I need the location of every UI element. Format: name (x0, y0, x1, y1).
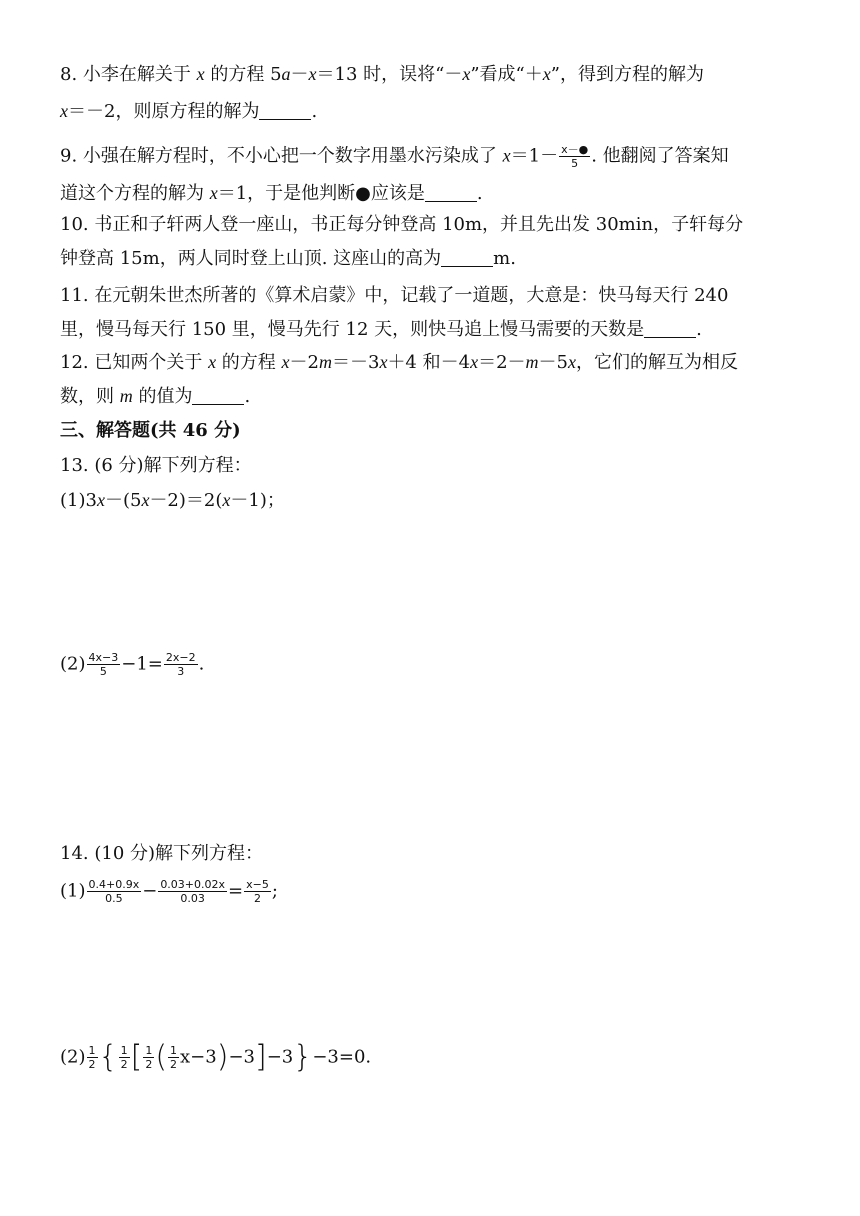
text: −3 (228, 1046, 255, 1068)
text: －5 (538, 352, 568, 373)
var-x: x (470, 352, 479, 372)
text: −3 (266, 1046, 294, 1068)
q11-line2 (60, 318, 702, 342)
text: ; (271, 880, 278, 902)
brace-close: } (293, 1039, 313, 1075)
text: x−3 (180, 1046, 217, 1068)
denominator: 2 (170, 1058, 178, 1071)
text: . (696, 319, 702, 340)
text: . 他翻阅了答案知 (591, 145, 729, 167)
numerator: 0.03+0.02x (160, 878, 226, 891)
fraction (164, 651, 198, 678)
fraction-half (168, 1044, 179, 1071)
answer-blank[interactable] (259, 101, 311, 120)
text: 8. 小李在解关于 (60, 64, 197, 85)
text: − (142, 880, 158, 902)
numerator: 1 (120, 1044, 128, 1057)
text: ，它们的解互为相反 (575, 352, 738, 373)
text: −3=0. (312, 1046, 372, 1068)
denominator: 5 (571, 157, 579, 170)
text: (2) (60, 1046, 86, 1068)
q12-line1 (60, 350, 738, 375)
section-heading: 三、解答题(共 46 分) (60, 420, 241, 441)
var-x: x (281, 352, 290, 372)
text: (1) (60, 880, 86, 902)
var-x: x (567, 352, 576, 372)
text: 里，慢马每天行 150 里，慢马先行 12 天，则快马追上慢马需要的天数是 (60, 319, 645, 340)
q11-line1: 11. 在元朝朱世杰所著的《算术启蒙》中，记载了一道题，大意是：快马每天行 240 (60, 285, 729, 306)
denominator: 2 (120, 1058, 128, 1071)
numerator: 1 (145, 1044, 153, 1057)
numerator: x−5 (246, 878, 269, 891)
q13-part2 (60, 651, 204, 678)
text: ＝1，于是他判断●应该是 (217, 183, 425, 204)
var-x: x (462, 64, 471, 84)
numerator: x－● (561, 143, 589, 156)
q9-line1 (60, 143, 729, 170)
bracket-close: ] (254, 1039, 267, 1075)
fraction (559, 143, 590, 170)
paren-close: ) (216, 1039, 229, 1075)
text: －2 (289, 352, 319, 373)
text: －1)； (230, 490, 285, 511)
text: －(5 (104, 490, 142, 511)
fraction (87, 878, 142, 905)
var-m: m (119, 386, 133, 406)
answer-blank[interactable] (441, 248, 493, 267)
fraction (87, 651, 121, 678)
var-a: a (281, 64, 291, 84)
text: . (311, 101, 318, 122)
text: ＝1－ (510, 145, 559, 167)
text: ”，得到方程的解为 (550, 64, 704, 85)
fraction-half (119, 1044, 130, 1071)
text: . (198, 653, 205, 675)
text: ＝2－ (478, 352, 526, 373)
numerator: 1 (170, 1044, 178, 1057)
fraction (244, 878, 271, 905)
fraction (158, 878, 227, 905)
var-x: x (308, 64, 317, 84)
text: . (476, 183, 483, 204)
var-x: x (196, 64, 205, 84)
q14-part2 (60, 1039, 372, 1075)
text: 数，则 (60, 386, 120, 407)
q13-title: 13. (6 分)解下列方程： (60, 455, 252, 476)
numerator: 0.4+0.9x (88, 878, 140, 891)
numerator: 4x−3 (88, 651, 119, 664)
text: . (244, 386, 251, 407)
denominator: 2 (145, 1058, 153, 1071)
text: 道这个方程的解为 (60, 183, 210, 204)
text: －2)＝2( (149, 490, 223, 511)
text: 的值为 (132, 386, 193, 407)
q9-line2 (60, 181, 483, 206)
text: (2) (60, 653, 86, 675)
text: ＋4 和－4 (387, 352, 471, 373)
q10-line2 (60, 247, 516, 271)
fraction-half (143, 1044, 154, 1071)
denominator: 2 (253, 892, 261, 905)
var-x: x (208, 352, 217, 372)
q8-line2 (60, 99, 317, 124)
q10-line1: 10. 书正和子轩两人登一座山，书正每分钟登高 10m，并且先出发 30min，子轩每分 (60, 214, 744, 235)
q8-line1 (60, 62, 704, 87)
var-m: m (318, 352, 332, 372)
text: 9. 小强在解方程时，不小心把一个数字用墨水污染成了 (60, 145, 503, 167)
denominator: 5 (99, 665, 107, 678)
denominator: 0.5 (105, 892, 123, 905)
var-x: x (222, 490, 231, 510)
text: 12. 已知两个关于 (60, 352, 209, 373)
text: 的方程 (216, 352, 282, 373)
paren-open: ( (155, 1039, 168, 1075)
q12-line2 (60, 384, 250, 409)
var-x: x (60, 101, 68, 121)
text: ＝－3 (331, 352, 380, 373)
text: −1= (121, 653, 163, 675)
numerator: 1 (88, 1044, 96, 1057)
text: 钟登高 15m，两人同时登上山顶. 这座山的高为 (60, 248, 442, 269)
text: (1)3 (60, 490, 97, 511)
bracket-open: [ (130, 1039, 143, 1075)
answer-blank[interactable] (425, 183, 477, 202)
numerator: 2x−2 (165, 651, 196, 664)
var-x: x (96, 490, 105, 510)
q13-part1 (60, 488, 285, 513)
text: ”看成“＋ (470, 64, 543, 85)
var-x: x (502, 145, 511, 166)
text: － (290, 64, 309, 85)
var-x: x (209, 183, 218, 203)
text: ＝13 时，误将“－ (316, 64, 463, 85)
answer-blank[interactable] (192, 386, 244, 405)
fraction-half (87, 1044, 98, 1071)
denominator: 3 (177, 665, 185, 678)
denominator: 0.03 (180, 892, 205, 905)
q14-title: 14. (10 分)解下列方程： (60, 843, 264, 864)
text: = (228, 880, 244, 902)
text: m. (493, 248, 516, 269)
var-m: m (525, 352, 539, 372)
text: 的方程 5 (204, 64, 282, 85)
brace-open: { (98, 1039, 118, 1075)
denominator: 2 (88, 1058, 96, 1071)
answer-blank[interactable] (644, 319, 696, 338)
var-x: x (141, 490, 150, 510)
var-x: x (542, 64, 551, 84)
q14-part1 (60, 878, 278, 905)
text: ＝－2，则原方程的解为 (68, 101, 260, 122)
var-x: x (379, 352, 388, 372)
